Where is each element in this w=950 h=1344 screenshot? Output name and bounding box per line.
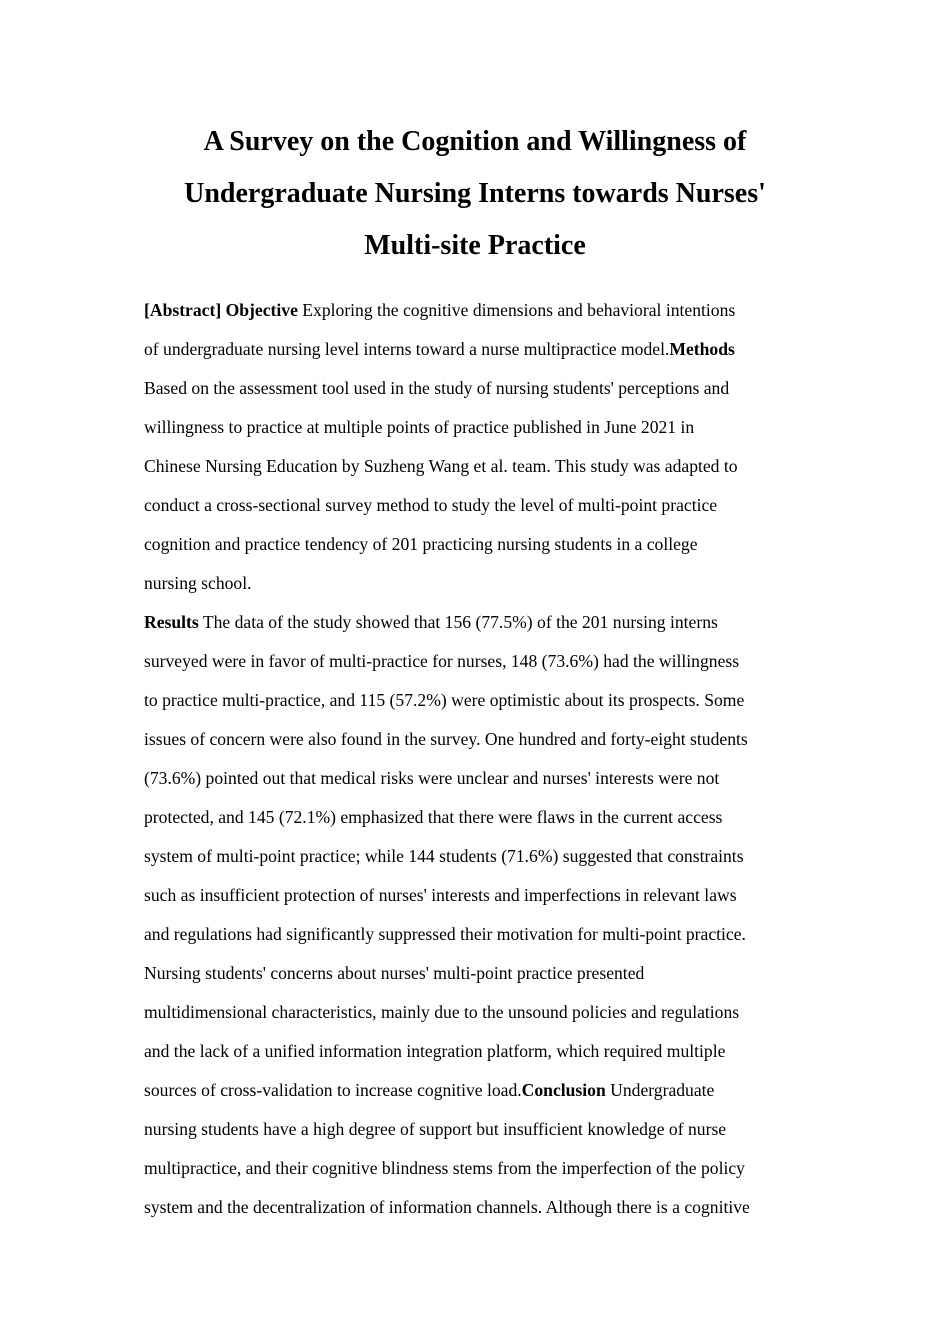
methods-text: Based on the assessment tool used in the study of nursing students' perceptions and [144,378,730,398]
abstract [144,291,810,1227]
results-text: and regulations had significantly suppressed their motivation for multi-point practice. [144,924,746,944]
objective-text: Exploring the cognitive dimensions and behavioral intentions [297,300,736,320]
results-text: such as insufficient protection of nurses' interests and imperfections in relevant laws [144,885,737,905]
conclusion-label: Conclusion [521,1080,606,1100]
title-line-1: A Survey on the Cognition and Willingness of [203,126,747,157]
results-text: issues of concern were also found in the survey. One hundred and forty-eight students [144,729,748,749]
results-label: Results [144,612,199,632]
objective-text: of undergraduate nursing level interns toward a nurse multipractice model. [144,339,670,359]
methods-text: conduct a cross-sectional survey method to study the level of multi-point practice [144,495,718,515]
abstract-line [144,291,810,330]
methods-text: nursing school. [144,573,252,593]
abstract-line [144,603,810,642]
conclusion-text: nursing students have a high degree of support but insufficient knowledge of nurse [144,1119,727,1139]
objective-label: [Abstract] Objective [144,300,298,320]
abstract-line [144,1071,810,1110]
methods-text: cognition and practice tendency of 201 practicing nursing students in a college [144,534,698,554]
abstract-line [144,330,810,369]
conclusion-text: Undergraduate [605,1080,715,1100]
results-text: protected, and 145 (72.1%) emphasized that there were flaws in the current access [144,807,723,827]
paper-title [140,116,810,272]
results-text: system of multi-point practice; while 144 students (71.6%) suggested that constraints [144,846,744,866]
results-text: The data of the study showed that 156 (77.5%) of the 201 nursing interns [198,612,718,632]
results-text: multidimensional characteristics, mainly due to the unsound policies and regulations [144,1002,740,1022]
title-line-2: Undergraduate Nursing Interns towards Nurses' [184,178,766,209]
methods-text: willingness to practice at multiple points of practice published in June 2021 in [144,417,695,437]
conclusion-text: system and the decentralization of information channels. Although there is a cognitive [144,1197,750,1217]
results-text: and the lack of a unified information integration platform, which required multiple [144,1041,726,1061]
results-text: sources of cross-validation to increase cognitive load. [144,1080,522,1100]
results-text: (73.6%) pointed out that medical risks were unclear and nurses' interests were not [144,768,720,788]
abstract-objective-methods-paragraph [144,291,810,603]
abstract-results-conclusion-paragraph [144,603,810,1227]
results-text: Nursing students' concerns about nurses' multi-point practice presented [144,963,645,983]
methods-label: Methods [669,339,735,359]
conclusion-text: multipractice, and their cognitive blindness stems from the imperfection of the policy [144,1158,745,1178]
results-text: surveyed were in favor of multi-practice for nurses, 148 (73.6%) had the willingness [144,651,740,671]
methods-text: Chinese Nursing Education by Suzheng Wang et al. team. This study was adapted to [144,456,738,476]
results-text: to practice multi-practice, and 115 (57.2%) were optimistic about its prospects. Some [144,690,745,710]
title-line-3: Multi-site Practice [364,230,586,261]
